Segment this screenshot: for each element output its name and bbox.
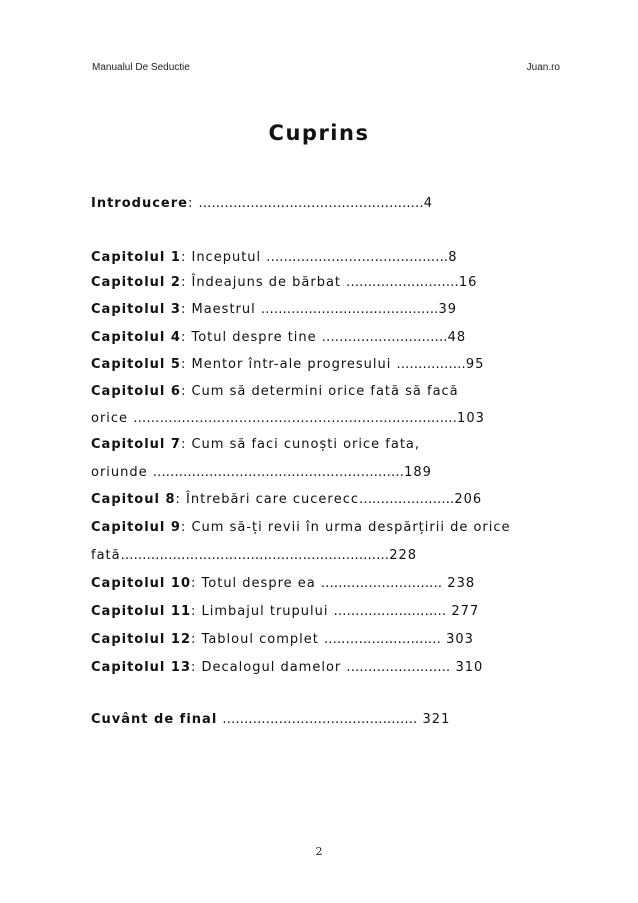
toc-entry-ch4[interactable]: Capitolul 4: Totul despre tine ....…......................48 <box>91 330 467 345</box>
toc-label: Capitolul 6 <box>91 384 181 399</box>
toc-entry-ch5[interactable]: Capitolul 5: Mentor într-ale progresului ................95 <box>91 357 485 372</box>
toc-dots: ............................................. <box>222 712 418 727</box>
toc-label: Capitolul 3 <box>91 302 181 317</box>
toc-page: 321 <box>417 712 451 727</box>
toc-dots: ........................... <box>323 632 441 647</box>
toc-dots: .......................................... <box>266 250 449 265</box>
toc-label: Capitolul 9 <box>91 520 181 535</box>
toc-title: Cum să-ți revii în urma despărțirii de orice <box>191 520 511 535</box>
toc-entry-intro[interactable]: Introducere: ....................................................4 <box>91 196 434 211</box>
toc-entry-ch3[interactable]: Capitolul 3: Maestrul .........................................39 <box>91 302 458 317</box>
toc-label: Cuvânt de final <box>91 712 218 727</box>
toc-label: Capitolul 2 <box>91 275 181 290</box>
toc-entry-ch6[interactable]: Capitolul 6: Cum să determini orice fată să facă <box>91 384 459 399</box>
toc-page: 95 <box>465 357 485 372</box>
toc-entry-final[interactable] <box>91 712 450 728</box>
toc-dots: .......................... <box>346 275 459 290</box>
toc-page: 228 <box>389 548 418 563</box>
toc-dots: .................................................... <box>198 196 424 211</box>
toc-entry-ch13[interactable]: Capitolul 13: Decalogul damelor ........................ 310 <box>91 660 484 675</box>
toc-page: 48 <box>447 330 467 345</box>
toc-label: Capitolul 1 <box>91 250 181 265</box>
toc-label: Capitoul 8 <box>91 492 176 507</box>
toc-entry-ch7[interactable]: Capitolul 7: Cum să faci cunoști orice fata, <box>91 437 421 452</box>
toc-title-cont: fată <box>91 548 121 563</box>
header-book-title: Manualul De Seductie <box>92 62 190 73</box>
toc-page: 189 <box>404 465 432 480</box>
toc-label: Capitolul 10 <box>91 576 192 591</box>
toc-page: 303 <box>440 632 474 647</box>
toc-entry-ch11[interactable]: Capitolul 11: Limbajul trupului .......................... 277 <box>91 604 480 619</box>
toc-title-cont: oriunde <box>91 465 153 480</box>
toc-dots: ................ <box>396 357 466 372</box>
toc-label: Capitolul 11 <box>91 604 192 619</box>
toc-page: 238 <box>442 576 476 591</box>
toc-title: Îndeajuns de bărbat <box>191 275 347 290</box>
toc-dots: .......................... <box>333 604 447 619</box>
toc-entry-ch1[interactable]: Capitolul 1: Inceputul ..........................................8 <box>91 250 458 265</box>
toc-label: Capitolul 7 <box>91 437 181 452</box>
toc-dots: ......................................... <box>260 302 439 317</box>
toc-page: 16 <box>458 275 478 290</box>
page-title: Cuprins <box>268 121 370 145</box>
toc-dots: ....…...................... <box>321 330 448 345</box>
toc-title: Totul despre ea <box>201 576 321 591</box>
toc-dots: .............................................................. <box>120 548 390 563</box>
toc-dots: ............................ <box>320 576 443 591</box>
toc-title: Tabloul complet <box>201 632 324 647</box>
toc-entry-ch12[interactable]: Capitolul 12: Tabloul complet ........................... 303 <box>91 632 474 647</box>
toc-page: 103 <box>457 411 485 426</box>
toc-entry-ch6-continuation[interactable] <box>91 411 485 427</box>
toc-title: Decalogul damelor <box>201 660 347 675</box>
toc-dots: ...................... <box>359 492 455 507</box>
page-number: 2 <box>315 845 323 858</box>
toc-label: Capitolul 13 <box>91 660 192 675</box>
toc-page: 39 <box>438 302 458 317</box>
toc-title: Limbajul trupului <box>201 604 334 619</box>
toc-label: Capitolul 5 <box>91 357 181 372</box>
toc-page: 310 <box>450 660 484 675</box>
toc-title-cont: orice <box>91 411 134 426</box>
toc-dots: ........................ <box>346 660 451 675</box>
toc-page: 206 <box>454 492 483 507</box>
toc-page: 8 <box>448 250 458 265</box>
toc-label: Introducere <box>91 196 188 211</box>
toc-label: Capitolul 12 <box>91 632 192 647</box>
toc-label: Capitolul 4 <box>91 330 181 345</box>
toc-title: Cum să faci cunoști orice fata, <box>191 437 421 452</box>
toc-title: Cum să determini orice fată să facă <box>191 384 459 399</box>
toc-entry-ch7-continuation[interactable] <box>91 465 432 481</box>
toc-page: 4 <box>423 196 434 211</box>
toc-title: Totul despre tine <box>191 330 322 345</box>
toc-entry-ch8[interactable]: Capitoul 8: Întrebări care cucerесc......................206 <box>91 492 483 507</box>
toc-title: Maestrul <box>191 302 261 317</box>
toc-entry-ch9-continuation[interactable] <box>91 548 417 564</box>
header-site: Juan.ro <box>526 62 560 73</box>
toc-title: Inceputul <box>191 250 267 265</box>
toc-dots: ………………………………………….......................... <box>133 411 458 426</box>
toc-title: Întrebări care cucerесc <box>186 492 360 507</box>
toc-entry-ch9[interactable]: Capitolul 9: Cum să-ți revii în urma despărțirii de orice <box>91 520 511 535</box>
toc-entry-ch10[interactable]: Capitolul 10: Totul despre ea ............................ 238 <box>91 576 476 591</box>
toc-title: Mentor într-ale progresului <box>191 357 397 372</box>
toc-dots: .......................................................... <box>152 465 405 480</box>
toc-entry-ch2[interactable]: Capitolul 2: Îndeajuns de bărbat ..........................16 <box>91 275 478 290</box>
toc-page: 277 <box>446 604 480 619</box>
